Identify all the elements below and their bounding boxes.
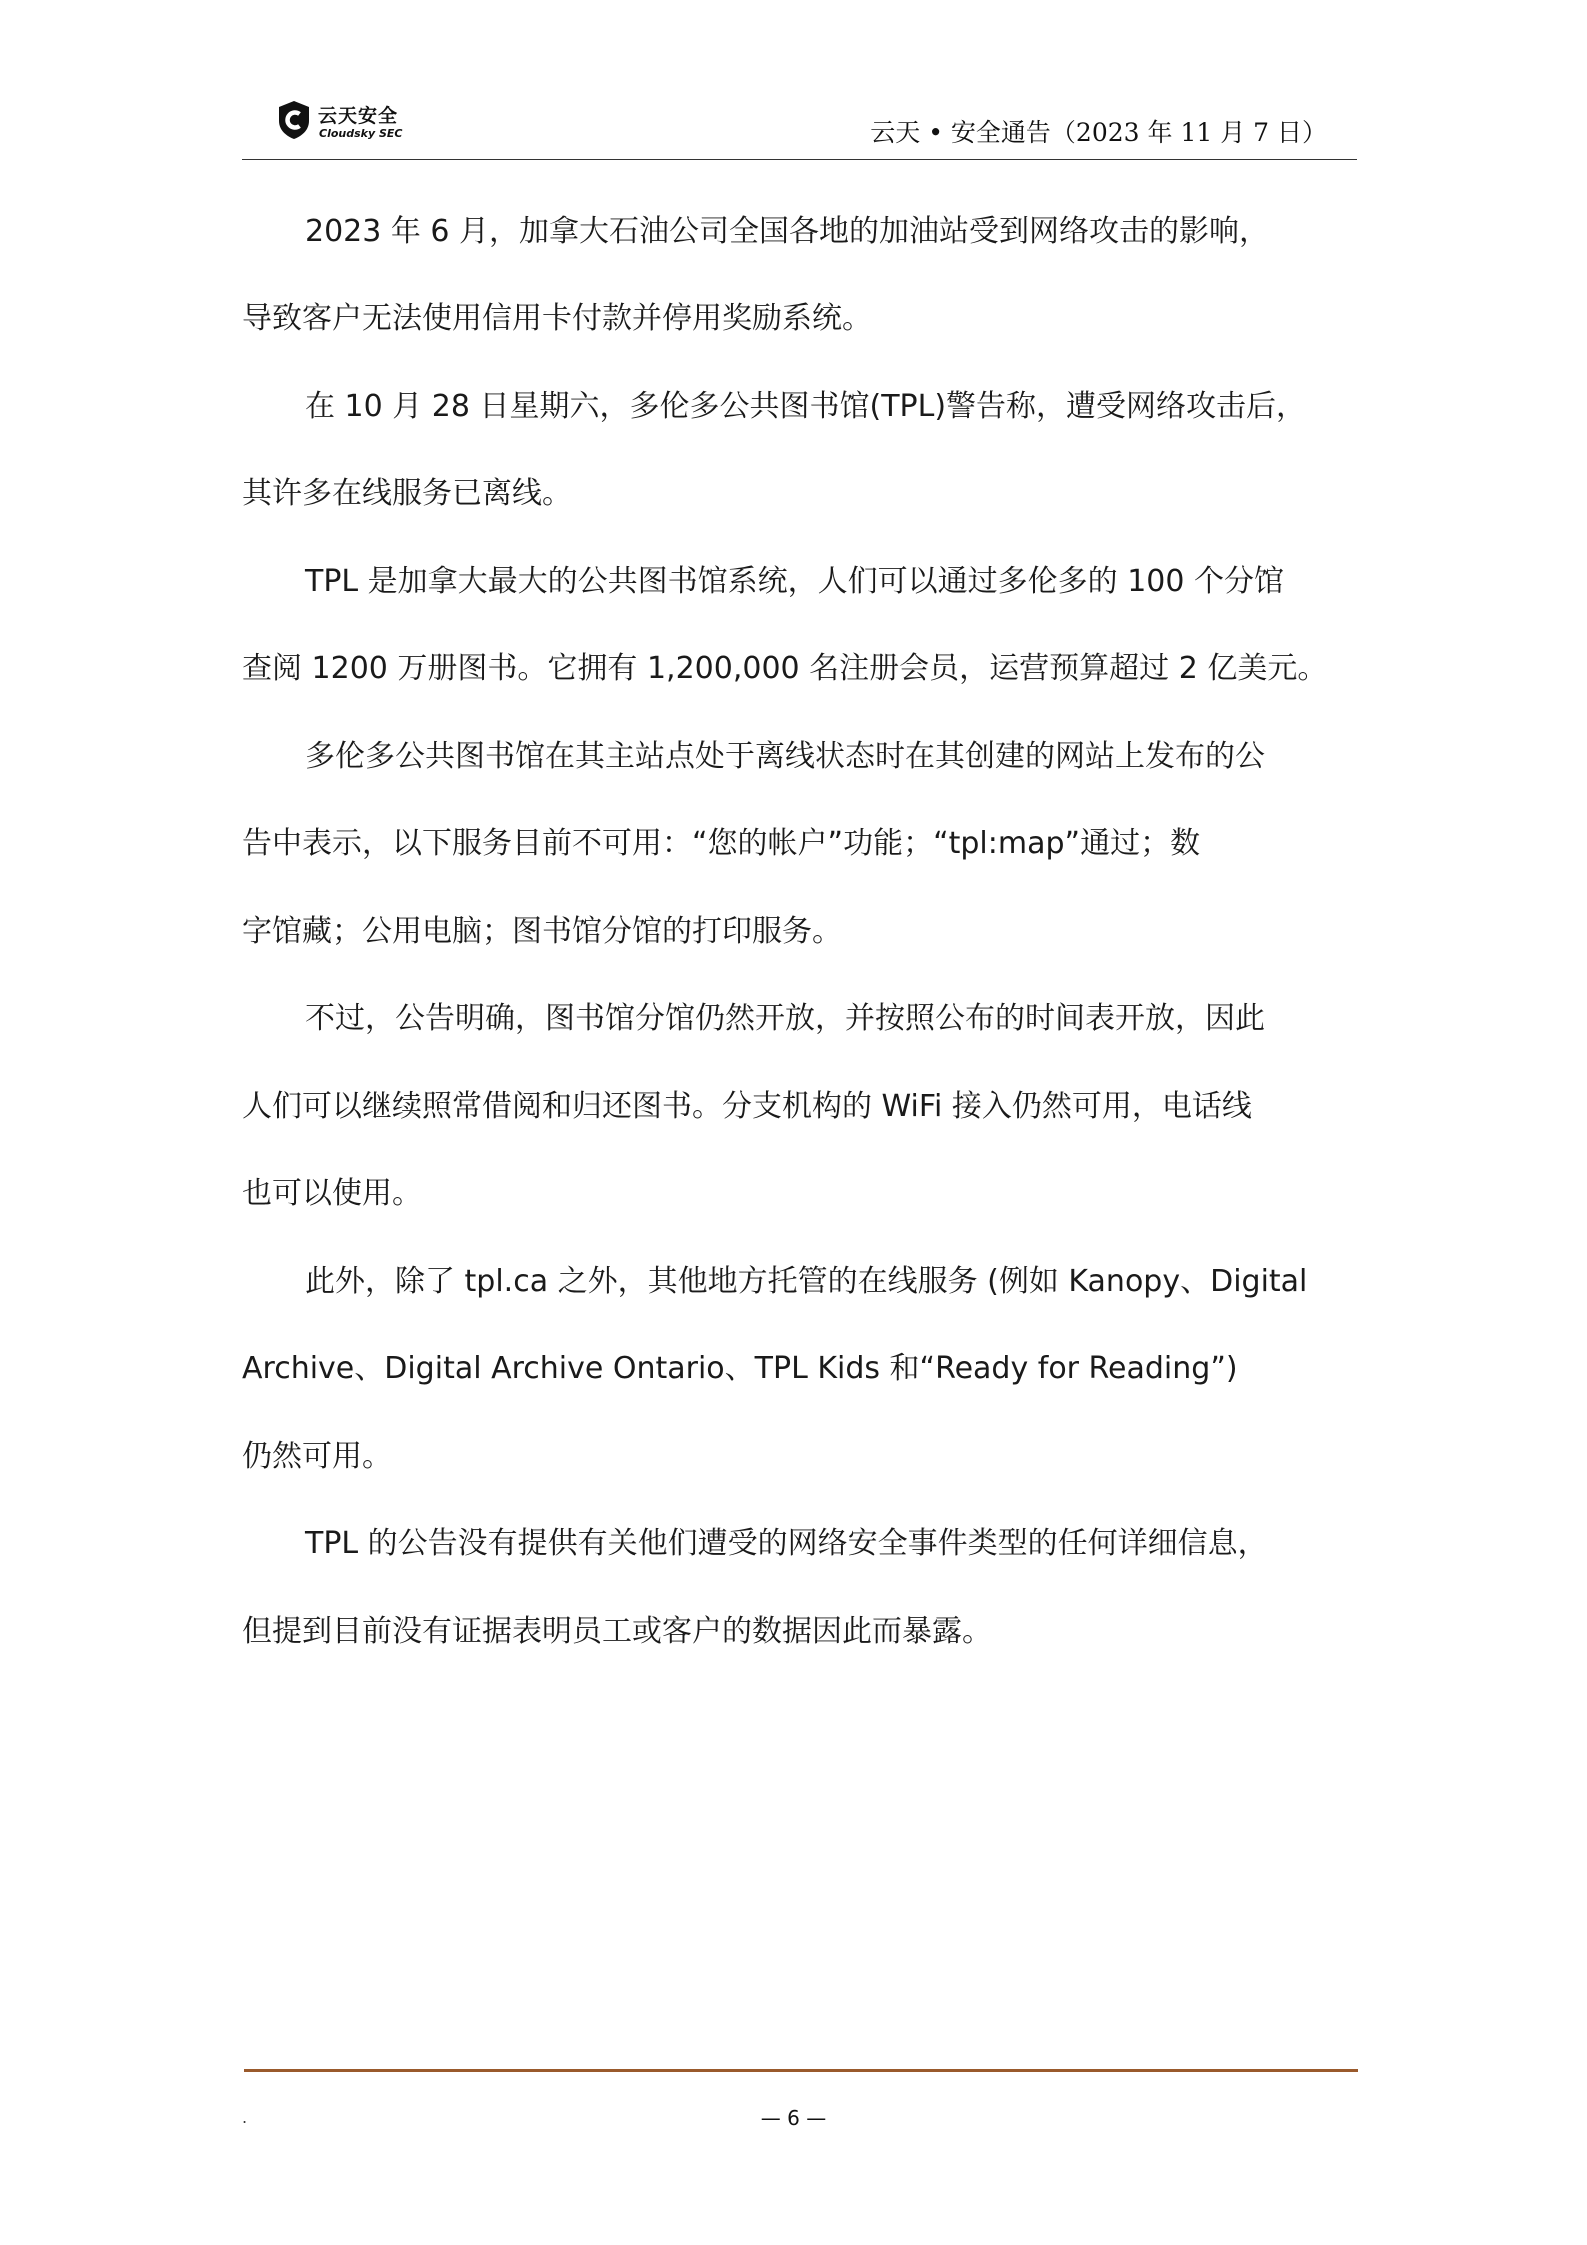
paragraph-6-line-1: 此外，除了 tpl.ca 之外，其他地方托管的在线服务 (例如 Kanopy、Digital bbox=[305, 1264, 1308, 1299]
paragraph-2-line-1: 在 10 月 28 日星期六，多伦多公共图书馆(TPL)警告称，遭受网络攻击后， bbox=[305, 389, 1307, 424]
paragraph-2-line-2: 其许多在线服务已离线。 bbox=[242, 476, 572, 511]
paragraph-7-line-2: 但提到目前没有证据表明员工或客户的数据因此而暴露。 bbox=[242, 1614, 992, 1649]
footer-dot: . bbox=[242, 2108, 248, 2127]
paragraph-7-line-1: TPL 的公告没有提供有关他们遭受的网络安全事件类型的任何详细信息， bbox=[305, 1526, 1268, 1561]
paragraph-6-line-2: Archive、Digital Archive Ontario、TPL Kids 和“Ready for Reading”) bbox=[242, 1351, 1238, 1386]
paragraph-4-line-3: 字馆藏；公用电脑；图书馆分馆的打印服务。 bbox=[242, 914, 842, 949]
paragraph-4-line-1: 多伦多公共图书馆在其主站点处于离线状态时在其创建的网站上发布的公 bbox=[305, 739, 1265, 774]
page-number: — 6 — bbox=[760, 2106, 827, 2130]
paragraph-4-line-2: 告中表示，以下服务目前不可用：“您的帐户”功能；“tpl:map”通过；数 bbox=[242, 826, 1201, 861]
paragraph-1-line-1: 2023 年 6 月，加拿大石油公司全国各地的加油站受到网络攻击的影响， bbox=[305, 214, 1270, 249]
logo-chinese-text: 云天安全 bbox=[318, 105, 399, 127]
shield-c-logo-icon bbox=[277, 100, 311, 140]
footer-divider bbox=[244, 2069, 1358, 2072]
logo-english-text: Cloudsky SEC bbox=[319, 127, 403, 140]
paragraph-5-line-3: 也可以使用。 bbox=[242, 1176, 422, 1211]
paragraph-3-line-1: TPL 是加拿大最大的公共图书馆系统，人们可以通过多伦多的 100 个分馆 bbox=[305, 564, 1284, 599]
paragraph-5-line-1: 不过，公告明确，图书馆分馆仍然开放，并按照公布的时间表开放，因此 bbox=[305, 1001, 1265, 1036]
header-title: 云天 • 安全通告（2023 年 11 月 7 日） bbox=[870, 118, 1327, 147]
paragraph-1-line-2: 导致客户无法使用信用卡付款并停用奖励系统。 bbox=[242, 301, 872, 336]
paragraph-3-line-2: 查阅 1200 万册图书。它拥有 1,200,000 名注册会员，运营预算超过 2 亿美元。 bbox=[242, 651, 1328, 686]
paragraph-6-line-3: 仍然可用。 bbox=[242, 1439, 392, 1474]
paragraph-5-line-2: 人们可以继续照常借阅和归还图书。分支机构的 WiFi 接入仍然可用，电话线 bbox=[242, 1089, 1252, 1124]
company-logo bbox=[277, 100, 437, 144]
page-header bbox=[242, 95, 1357, 161]
header-divider bbox=[242, 159, 1357, 160]
